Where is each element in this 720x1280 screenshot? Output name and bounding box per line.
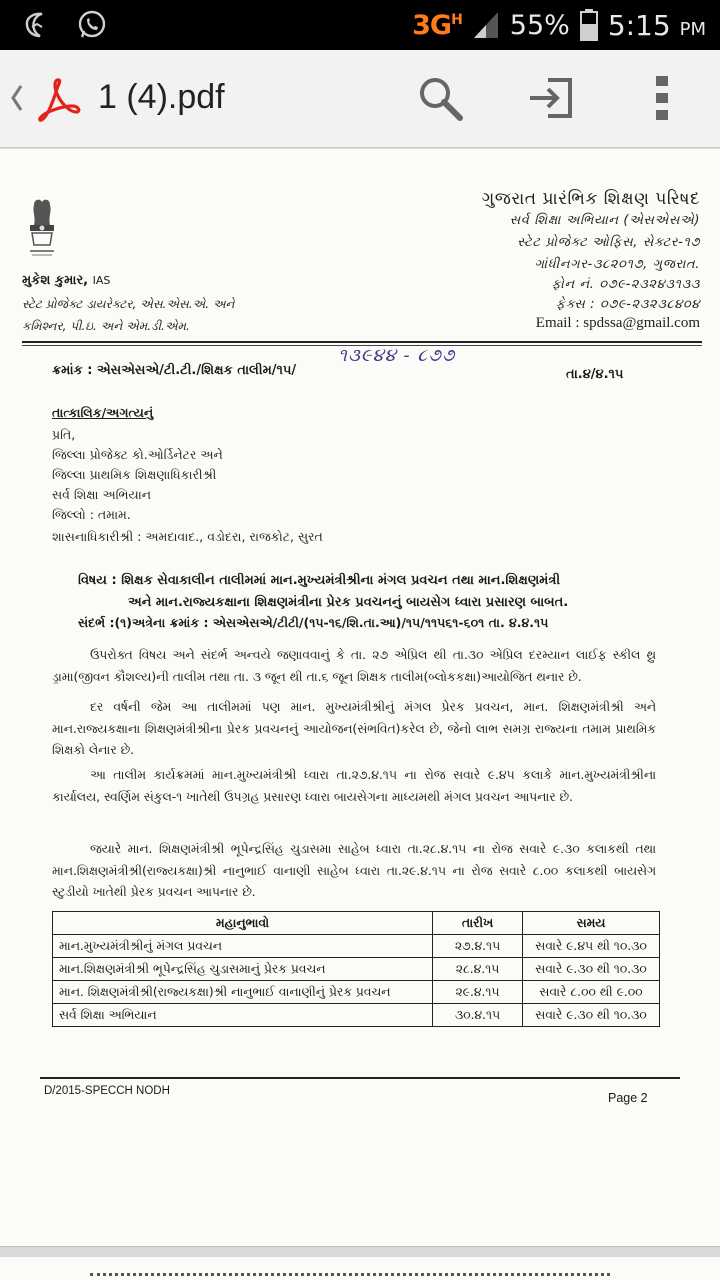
whatsapp-icon [76,9,108,41]
table-cell: સવારે ૯.૩૦ થી ૧૦.૩૦ [523,1004,660,1027]
subject-line: અને માન.રાજ્યકક્ષાના શિક્ષણમંત્રીના પ્રેરક પ્રવચનનું બાયસેગ ધ્વારા પ્રસારણ બાબત. [128,595,569,610]
document-title: 1 (4).pdf [98,78,225,116]
address-line: સર્વ શિક્ષા અભિયાન [52,487,152,502]
table-cell: ૨૭.૪.૧૫ [433,935,523,958]
column-header: સમય [523,912,660,935]
body-paragraph: આ તાલીમ કાર્યક્રમમાં માન.મુખ્યમંત્રીશ્રી ધ્વારા તા.૨૭.૪.૧૫ ના રોજ સવારે ૯.૪૫ કલાકે માન.મુખ્યમંત્રીશ્રીના કાર્યાલય, સ્વર્ણિમ સંકુલ-૧ ખાતેથી ઉપગ્રહ પ્રસારણ ધ્વારા બાયસેગના માધ્યમથી મંગલ પ્રવચન આપનાર છે. [52,768,656,804]
adobe-pdf-icon[interactable] [34,74,82,122]
network-type: $3G^H$ [412,9,462,41]
table-cell: સવારે ૯.૩૦ થી ૧૦.૩૦ [523,958,660,981]
pdf-page [0,149,720,1247]
schedule-table [52,911,660,1027]
table-cell: સવારે ૮.૦૦ થી ૯.૦૦ [523,981,660,1004]
app-bar [0,50,720,148]
urgency-label: તાત્કાલિક/અગત્યનું [52,405,154,420]
sign-in-icon [526,74,574,122]
address-line: જિલ્લો : તમામ. [52,507,131,522]
address-line: જિલ્લા પ્રાથમિક શિક્ષણાધિકારીશ્રી [52,467,217,482]
next-page-fragment [0,1257,720,1280]
status-bar [0,0,720,50]
header-rule [22,341,702,343]
table-cell: માન.શિક્ષણમંત્રીશ્રી ભૂપેન્દ્રસિંહ ચુડાસમાનું પ્રેરક પ્રવચન [53,958,433,981]
address-line: પ્રતિ, [52,427,76,442]
sender-designation: કમિશ્નર, પી.ઇ. અને એમ.ડી.એમ. [22,319,190,333]
table-header-row [53,912,660,935]
table-cell: માન.મુખ્યમંત્રીશ્રીનું મંગલ પ્રવચન [53,935,433,958]
table-row [53,1004,660,1027]
reference-number: ક્રમાંક : એસએસએ/ટી.ટી./શિક્ષક તાલીમ/૧૫/ [52,363,297,378]
reference-line: સંદર્ભ :(૧)અત્રેના ક્રમાંક : એસએસએ/ટીટી/(૧૫-૧૬/શિ.તા.આ)/૧૫/૧૧૫૬૧-૬૦૧ તા. ૪.૪.૧૫ [78,615,549,630]
sign-in-button[interactable] [522,70,578,126]
handwritten-inward-number: ૧૩૯૪૪ - ૮૭૭ [338,345,456,366]
overflow-menu-icon [654,74,670,122]
org-phone: ફોન નં. ૦૭૯-૨૩૨૪૩૧૩૩ [551,277,700,292]
overflow-menu-button[interactable] [634,70,690,126]
org-line: ગાંધીનગર-૩૮૨૦૧૭, ગુજરાત. [534,257,700,272]
body-paragraph: દર વર્ષની જેમ આ તાલીમમાં પણ માન. મુખ્યમંત્રીશ્રીનું મંગલ પ્રેરક પ્રવચન, માન. શિક્ષણમંત્રીશ્રી અને માન.રાજ્યકક્ષાના શિક્ષણમંત્રીશ્રીના પ્રેરક પ્રવચનનું આયોજન(સંભવિત)કરેલ છે, જેનો લાભ સમગ્ર રાજ્યના તમામ પ્રાથમિક શિક્ષકો લેનાર છે. [52,700,656,757]
moon-crescent-icon [22,9,54,41]
footer-rule [40,1077,680,1079]
letter-date: તા.૪/૪.૧૫ [566,367,624,382]
org-fax: ફેક્સ : ૦૭૯-૨૩૨૩૮૪૦૪ [555,297,700,312]
sender-designation: સ્ટેટ પ્રોજેક્ટ ડાયરેક્ટર, એસ.એસ.એ. અને [22,297,235,311]
table-cell: ૩૦.૪.૧૫ [433,1004,523,1027]
search-button[interactable] [412,70,468,126]
address-line: જિલ્લા પ્રોજેક્ટ કો.ઓર્ડિનેટર અને [52,447,223,462]
sender-name: મુકેશ કુમાર, IAS [22,273,111,288]
page-number: Page 2 [608,1091,648,1105]
table-row [53,981,660,1004]
org-line: સ્ટેટ પ્રોજેક્ટ ઓફિસ, સેક્ટર-૧૭ [517,235,700,250]
battery-percent: 55% [509,9,570,41]
battery-icon [580,9,598,41]
next-page-text-fragment [90,1273,610,1276]
body-paragraph: જયારે માન. શિક્ષણમંત્રીશ્રી ભૂપેન્દ્રસિંહ ચુડાસમા સાહેબ ધ્વારા તા.૨૮.૪.૧૫ ના રોજ સવારે ૯.૩૦ કલાકથી તથા માન.શિક્ષણમંત્રીશ્રી(રાજ્યકક્ષા)શ્રી નાનુભાઈ વાનાણી સાહેબ ધ્વારા તા.૨૯.૪.૧૫ ના રોજ સવારે ૮.૦૦ કલાકથી બાયસેગ સ્ટુડીયો ખાતેથી પ્રેરક પ્રવચન આપનાર છે. [52,842,656,899]
column-header: તારીખ [433,912,523,935]
table-row [53,958,660,981]
body-paragraph: ઉપરોક્ત વિષય અને સંદર્ભ અન્વયે જણાવવાનું કે તા. ૨૭ એપ્રિલ થી તા.૩૦ એપ્રિલ દરમ્યાન લાઈફ સ્કીલ થ્રુ ડ્રામા(જીવન કૌશલ્ય)ની તાલીમ તથા તા. ૩ જૂન થી તા.૬ જૂન શિક્ષક તાલીમ(બ્લોકકક્ષા)આયોજિત થનાર છે. [52,648,656,684]
org-line: સર્વ શિક્ષા અભિયાન (એસએસએ) [509,213,700,228]
search-icon [416,74,464,122]
column-header: મહાનુભાવો [53,912,433,935]
table-cell: સવારે ૯.૪૫ થી ૧૦.૩૦ [523,935,660,958]
org-name: ગુજરાત પ્રારંભિક શિક્ષણ પરિષદ [481,189,700,209]
back-chevron-icon[interactable] [8,80,26,116]
footer-file-code: D/2015-SPECCH NODH [44,1085,170,1097]
table-cell: ૨૯.૪.૧૫ [433,981,523,1004]
table-cell: સર્વ શિક્ષા અભિયાન [53,1004,433,1027]
table-cell: ૨૮.૪.૧૫ [433,958,523,981]
table-row [53,935,660,958]
state-emblem-icon [22,197,62,259]
org-email: Email : spdssa@gmail.com [535,315,700,331]
subject-line: વિષય : શિક્ષક સેવાકાલીન તાલીમમાં માન.મુખ્યમંત્રીશ્રીના મંગલ પ્રવચન તથા માન.શિક્ષણમંત્રી [78,573,561,588]
signal-icon [472,10,500,40]
table-cell: માન. શિક્ષણમંત્રીશ્રી(રાજ્યકક્ષા)શ્રી નાનુભાઈ વાનાણીનું પ્રેરક પ્રવચન [53,981,433,1004]
clock: 5:15 PM [607,8,706,42]
address-line: શાસનાધિકારીશ્રી : અમદાવાદ., વડોદરા, રાજકોટ, સુરત [52,529,323,544]
document-viewer[interactable] [0,149,720,1280]
